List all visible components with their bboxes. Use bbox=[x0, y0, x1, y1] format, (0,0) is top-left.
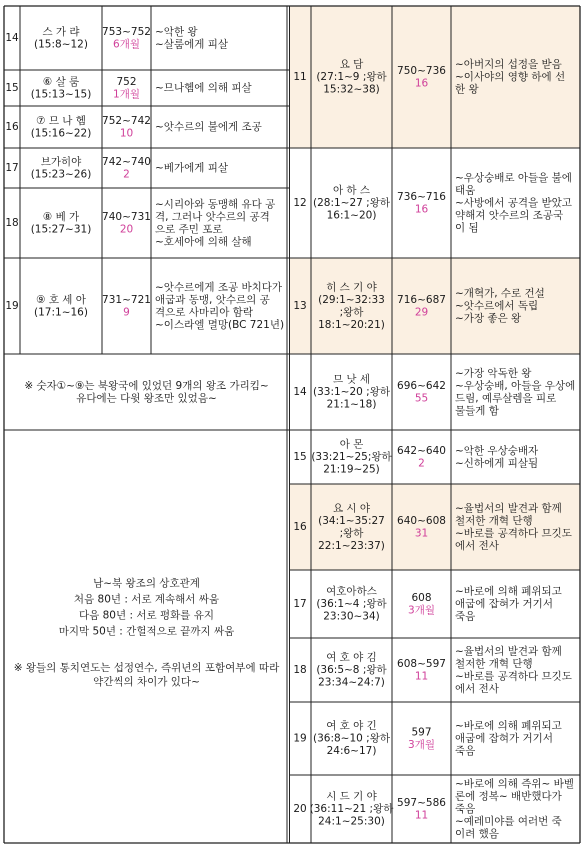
south-king-reference: (34:1~35:27 bbox=[318, 514, 385, 527]
reign-year-note: ※ 왕들의 통치연도는 섭정연수, 즉위년의 포함여부에 따라 bbox=[13, 662, 280, 674]
north-row-number: 17 bbox=[5, 162, 19, 174]
south-king-note: ~바로에 의해 폐위되고 bbox=[455, 585, 562, 598]
north-king-note: ~앗수르에게 조공 바치다가 bbox=[155, 281, 283, 294]
north-king-note: ~베가에게 피살 bbox=[155, 162, 228, 174]
south-king-note: 이 됨 bbox=[455, 222, 479, 234]
south-reign-length: 31 bbox=[414, 527, 429, 540]
south-king-name: 시 드 기 야 bbox=[326, 790, 377, 803]
south-king-reference: 23:34~24:7) bbox=[318, 676, 385, 689]
north-king-reference: (15:23~26) bbox=[30, 168, 92, 181]
south-king-reference: 22:1~23:37) bbox=[318, 539, 385, 552]
south-king-note: ~바로에 의해 즉위~ 바벨 bbox=[455, 778, 574, 790]
south-king-note: 태움 bbox=[455, 184, 476, 197]
south-king-note: ~가장 악독한 왕 bbox=[455, 367, 532, 380]
south-king-note: ~사방에서 공격을 받았고 bbox=[455, 197, 572, 209]
south-king-note: ~아버지의 섭정을 받음 bbox=[455, 58, 562, 71]
north-king-note: 으로 주민 포로 bbox=[155, 223, 223, 236]
south-row-number: 19 bbox=[293, 732, 307, 745]
south-king-note: ~율법서의 발견과 함께 bbox=[455, 645, 562, 658]
south-king-reference: 15:32~38) bbox=[323, 83, 380, 96]
north-reign-years: 752~742 bbox=[102, 114, 151, 127]
south-king-reference: ;왕하 bbox=[339, 306, 364, 319]
south-king-note: ~바로를 공격하다 므깃도 bbox=[455, 527, 572, 540]
south-reign-length: 3개월 bbox=[408, 738, 435, 751]
south-king-reference: (36:5~8 ;왕하 bbox=[316, 664, 387, 676]
south-king-note: 철저한 개혁 단행 bbox=[455, 657, 533, 670]
south-row-number: 11 bbox=[293, 71, 307, 83]
north-king-note: 격으로 사마리아 함락 bbox=[155, 306, 253, 319]
south-king-name: 요 담 bbox=[339, 58, 364, 71]
south-king-reference: (33:1~20 ;왕하 bbox=[313, 386, 390, 398]
south-reign-years: 597~586 bbox=[397, 796, 446, 809]
north-king-note: ~시리아와 동맹해 유다 공 bbox=[155, 198, 276, 211]
north-king-reference: (15:16~22) bbox=[30, 127, 92, 140]
relation-line: 다음 80년 : 서로 평화를 유지 bbox=[78, 609, 215, 622]
relation-line: 마지막 50년 : 간헐적으로 끝까지 싸움 bbox=[58, 625, 235, 638]
south-reign-length: 11 bbox=[414, 809, 429, 822]
south-reign-length: 2 bbox=[418, 457, 425, 470]
north-king-note: 애굽과 동맹, 앗수르의 공 bbox=[155, 293, 270, 306]
south-king-note: 애굽에 잡혀가 거기서 bbox=[455, 598, 553, 610]
north-king-note: ~살룸에게 피살 bbox=[155, 38, 228, 51]
north-king-reference: (15:27~31) bbox=[30, 223, 92, 236]
north-king-name: 스 가 랴 bbox=[42, 25, 80, 38]
north-king-note: ~악한 왕 bbox=[155, 25, 198, 38]
south-king-reference: (36:11~21 ;왕하 bbox=[309, 803, 394, 815]
south-row-number: 12 bbox=[293, 197, 307, 209]
south-king-note: 약해져 앗수르의 조공국 bbox=[455, 209, 564, 222]
south-king-note: ~우상숭배, 아들을 우상에 bbox=[455, 379, 576, 392]
north-king-reference: (15:13~15) bbox=[30, 88, 92, 101]
south-king-reference: ;왕하 bbox=[339, 527, 364, 540]
south-row-number: 17 bbox=[293, 598, 307, 610]
north-reign-years: 740~731 bbox=[102, 210, 151, 223]
south-king-note: 죽음 bbox=[455, 803, 476, 815]
north-row-number: 15 bbox=[5, 82, 19, 94]
south-reign-years: 608 bbox=[411, 591, 432, 604]
south-king-note: 애굽에 잡혀가 거기서 bbox=[455, 732, 553, 745]
south-reign-years: 736~716 bbox=[397, 190, 446, 203]
north-reign-years: 731~721 bbox=[102, 293, 151, 306]
south-row-number: 20 bbox=[293, 803, 307, 815]
south-king-note: 한 왕 bbox=[455, 83, 479, 96]
north-king-name: ⑨ 호 세 아 bbox=[36, 293, 86, 306]
south-reign-length: 16 bbox=[414, 203, 429, 216]
south-king-note: ~우상숭배로 아들을 불에 bbox=[455, 172, 572, 184]
south-king-note: 물들게 함 bbox=[455, 404, 499, 417]
south-king-name: 여 호 야 긴 bbox=[326, 720, 377, 732]
south-row-number: 18 bbox=[293, 664, 307, 676]
south-king-name: 여호아하스 bbox=[326, 585, 377, 598]
south-reign-length: 3개월 bbox=[408, 604, 435, 617]
south-king-name: 히 스 기 야 bbox=[326, 281, 377, 294]
relation-line: 처음 80년 : 서로 계속해서 싸움 bbox=[73, 593, 220, 606]
south-king-reference: 21:19~25) bbox=[323, 463, 380, 476]
south-row-number: 14 bbox=[293, 386, 307, 398]
north-reign-length: 1개월 bbox=[113, 88, 140, 101]
south-king-reference: (28:1~27 ;왕하 bbox=[313, 197, 390, 209]
south-king-note: ~바로에 의해 폐위되고 bbox=[455, 720, 562, 732]
north-king-reference: (17:1~16) bbox=[34, 306, 88, 319]
south-king-reference: (36:1~4 ;왕하 bbox=[316, 598, 387, 610]
north-king-name: ⑧ 베 가 bbox=[42, 210, 80, 223]
north-king-note: 격, 그러나 앗수르의 공격 bbox=[155, 210, 270, 223]
south-king-reference: 24:1~25:30) bbox=[318, 815, 385, 828]
reign-year-note: 약간씩의 차이가 있다~ bbox=[93, 676, 200, 688]
south-king-note: ~예레미야를 여러번 죽 bbox=[455, 815, 562, 828]
south-king-note: 철저한 개혁 단행 bbox=[455, 514, 533, 527]
south-king-note: ~이사야의 영향 하에 선 bbox=[455, 71, 566, 83]
north-king-note: ~이스라엘 멸망(BC 721년) bbox=[155, 318, 285, 331]
north-king-reference: (15:8~12) bbox=[34, 38, 88, 51]
south-king-reference: 21:1~18) bbox=[326, 398, 377, 411]
south-king-name: 요 시 야 bbox=[332, 502, 371, 515]
north-row-number: 18 bbox=[5, 217, 19, 229]
south-reign-length: 16 bbox=[414, 77, 429, 90]
south-king-note: ~앗수르에서 독립 bbox=[455, 300, 539, 312]
north-king-note: ~므나헴에 의해 피살 bbox=[155, 82, 252, 94]
south-king-note: ~가장 좋은 왕 bbox=[455, 312, 522, 325]
south-king-reference: 18:1~20:21) bbox=[318, 318, 385, 331]
south-king-reference: (27:1~9 ;왕하 bbox=[316, 71, 387, 83]
south-king-note: 에서 전사 bbox=[455, 682, 499, 695]
south-reign-length: 29 bbox=[414, 306, 429, 319]
north-row-number: 19 bbox=[5, 300, 19, 312]
south-king-note: ~악한 우상숭배자 bbox=[455, 444, 539, 457]
north-reign-years: 752 bbox=[116, 75, 137, 88]
south-king-note: ~율법서의 발견과 함께 bbox=[455, 502, 562, 515]
north-king-name: 브가히야 bbox=[40, 155, 82, 168]
south-king-note: ~개혁가, 수로 건설 bbox=[455, 287, 545, 300]
south-row-number: 13 bbox=[293, 300, 307, 312]
south-reign-years: 640~608 bbox=[397, 514, 446, 527]
south-row-number: 16 bbox=[293, 521, 307, 533]
south-king-note: 이려 했음 bbox=[455, 828, 499, 840]
south-row-number: 15 bbox=[293, 451, 307, 463]
north-reign-length: 10 bbox=[119, 127, 134, 140]
south-reign-years: 597 bbox=[411, 726, 432, 739]
south-king-reference: 23:30~34) bbox=[323, 610, 380, 623]
south-reign-years: 750~736 bbox=[397, 64, 446, 77]
south-reign-years: 696~642 bbox=[397, 379, 446, 392]
south-king-name: 므 낫 세 bbox=[332, 373, 371, 386]
north-dynasty-footnote: 유다에는 다윗 왕조만 있었음~ bbox=[76, 392, 217, 405]
north-dynasty-footnote: ※ 숫자①~⑨는 북왕국에 있었던 9개의 왕조 가리킴~ bbox=[24, 379, 269, 392]
south-king-note: ~바로를 공격하다 므깃도 bbox=[455, 670, 572, 683]
relation-title: 남~북 왕조의 상호관계 bbox=[93, 577, 200, 590]
south-king-note: ~신하에게 피살됨 bbox=[455, 457, 539, 470]
south-king-note: 론에 정복~ 배반했다가 bbox=[455, 790, 562, 803]
south-king-reference: (29:1~32:33 bbox=[318, 293, 385, 306]
south-reign-length: 11 bbox=[414, 670, 429, 683]
south-reign-years: 642~640 bbox=[397, 444, 446, 457]
south-king-name: 여 호 야 김 bbox=[326, 651, 377, 664]
south-king-note: 죽음 bbox=[455, 745, 476, 757]
south-king-note: 드림, 예루살렘을 피로 bbox=[455, 392, 557, 405]
south-king-reference: 16:1~20) bbox=[326, 209, 377, 222]
north-king-note: ~호세아에 의해 살해 bbox=[155, 235, 252, 248]
south-king-note: 에서 전사 bbox=[455, 539, 499, 552]
south-reign-length: 55 bbox=[414, 392, 429, 405]
south-king-reference: 24:6~17) bbox=[326, 745, 377, 757]
north-reign-length: 9 bbox=[123, 306, 130, 319]
south-reign-years: 608~597 bbox=[397, 657, 446, 670]
south-reign-years: 716~687 bbox=[397, 293, 446, 306]
north-reign-years: 753~752 bbox=[102, 25, 151, 38]
south-king-name: 아 몬 bbox=[339, 438, 364, 451]
south-king-reference: (36:8~10 ;왕하 bbox=[313, 732, 390, 745]
north-reign-length: 6개월 bbox=[113, 38, 140, 51]
north-row-number: 14 bbox=[5, 32, 19, 44]
north-king-name: ⑦ 므 나 헴 bbox=[36, 114, 86, 127]
south-king-note: 죽음 bbox=[455, 610, 476, 623]
north-reign-length: 2 bbox=[123, 168, 130, 181]
north-reign-length: 20 bbox=[119, 223, 134, 236]
north-reign-years: 742~740 bbox=[102, 155, 151, 168]
north-row-number: 16 bbox=[5, 121, 19, 133]
north-king-name: ⑥ 살 룸 bbox=[42, 75, 80, 88]
south-king-reference: (33:21~25;왕하 bbox=[311, 451, 392, 463]
south-king-name: 아 하 스 bbox=[332, 184, 371, 197]
north-king-note: ~앗수르의 불에게 조공 bbox=[155, 121, 262, 133]
